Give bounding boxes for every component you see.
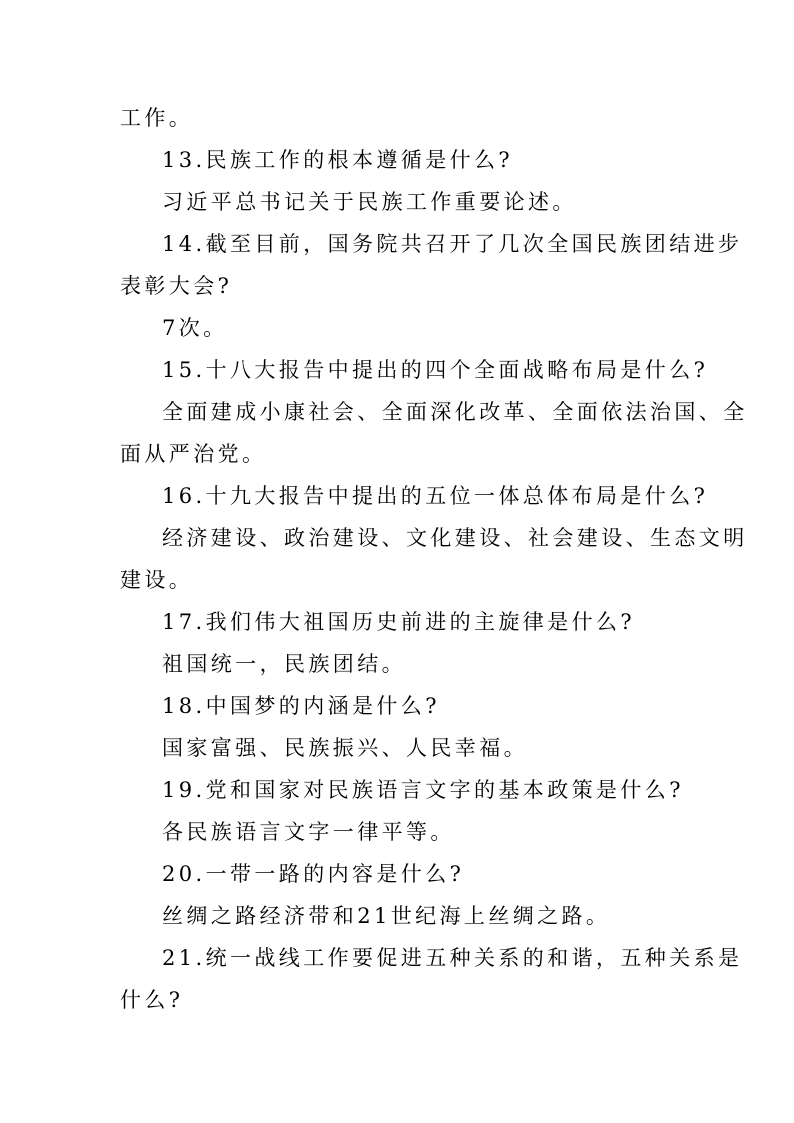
answer-16-line-1: 经济建设、政治建设、文化建设、社会建设、生态文明 <box>162 526 748 550</box>
question-17: 17.我们伟大祖国历史前进的主旋律是什么? <box>162 610 636 634</box>
answer-15-line-1: 全面建成小康社会、全面深化改革、全面依法治国、全 <box>162 400 748 424</box>
question-19: 19.党和国家对民族语言文字的基本政策是什么? <box>162 778 684 802</box>
answer-18: 国家富强、民族振兴、人民幸福。 <box>162 736 528 760</box>
question-15: 15.十八大报告中提出的四个全面战略布局是什么? <box>162 358 709 382</box>
text-line-continuation: 工作。 <box>120 106 194 130</box>
question-20: 20.一带一路的内容是什么? <box>162 862 465 886</box>
question-14-line-2: 表彰大会? <box>120 274 233 298</box>
question-21-line-2: 什么? <box>120 988 184 1012</box>
question-13: 13.民族工作的根本遵循是什么? <box>162 148 514 172</box>
answer-15-line-2: 面从严治党。 <box>120 442 267 466</box>
answer-17: 祖国统一，民族团结。 <box>162 652 406 676</box>
answer-14: 7次。 <box>162 316 228 340</box>
question-18: 18.中国梦的内涵是什么? <box>162 694 440 718</box>
question-16: 16.十九大报告中提出的五位一体总体布局是什么? <box>162 484 709 508</box>
answer-13: 习近平总书记关于民族工作重要论述。 <box>162 190 577 214</box>
answer-19: 各民族语言文字一律平等。 <box>162 820 455 844</box>
answer-16-line-2: 建设。 <box>120 568 194 592</box>
answer-20: 丝绸之路经济带和21世纪海上丝绸之路。 <box>162 904 611 928</box>
question-21-line-1: 21.统一战线工作要促进五种关系的和谐，五种关系是 <box>162 946 743 970</box>
question-14-line-1: 14.截至目前，国务院共召开了几次全国民族团结进步 <box>162 232 743 256</box>
